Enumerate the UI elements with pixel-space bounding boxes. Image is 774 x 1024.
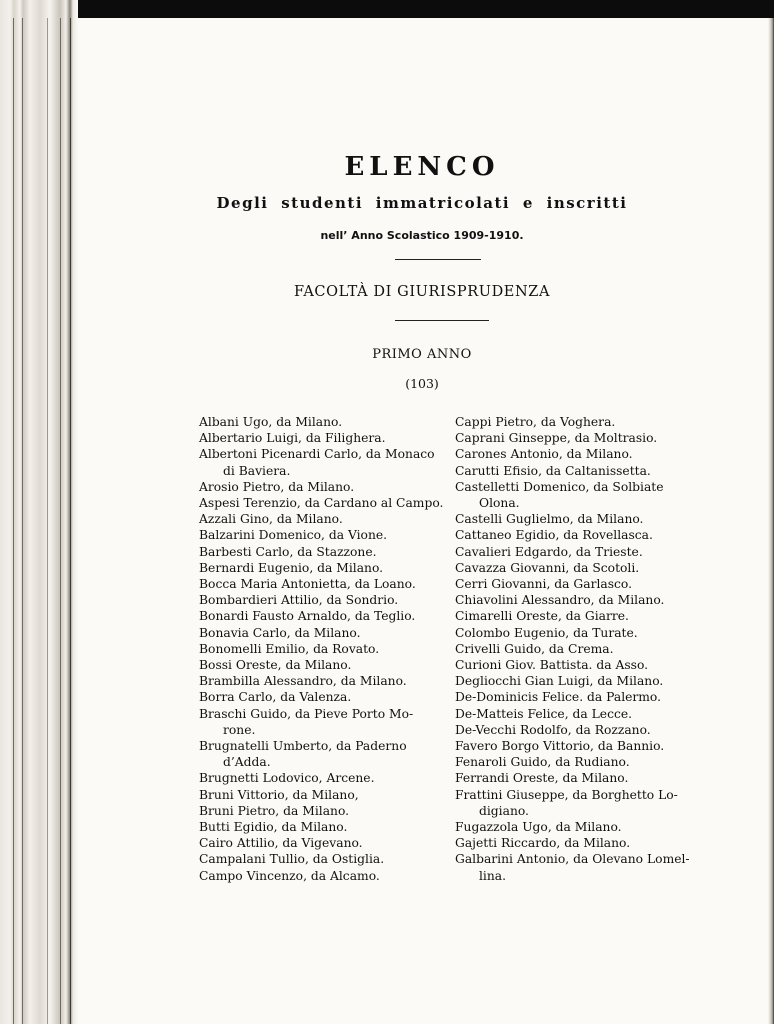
student-entry xyxy=(199,819,437,835)
student-entry xyxy=(199,868,437,884)
student-entry-text: Cairo Attilio, da Vigevano. xyxy=(199,836,363,851)
student-entry-text: Campalani Tullio, da Ostiglia. xyxy=(199,852,385,867)
student-entry xyxy=(199,608,437,624)
binding-line xyxy=(22,18,23,1024)
page-binding-edge xyxy=(0,0,78,1024)
student-entry xyxy=(455,787,695,819)
student-entry-text: De-Dominicis Felice. da Palermo. xyxy=(455,690,662,705)
student-entry-continuation: d’Adda. xyxy=(223,755,271,770)
binding-line xyxy=(60,18,61,1024)
student-entry xyxy=(199,430,437,446)
student-entry-continuation: di Baviera. xyxy=(223,463,291,478)
student-entry-text: Bossi Oreste, da Milano. xyxy=(199,658,352,673)
student-entry xyxy=(455,641,695,657)
student-entry xyxy=(455,414,695,430)
student-entry-text: De-Matteis Felice, da Lecce. xyxy=(455,706,633,721)
student-entry-text: Cavazza Giovanni, da Scotoli. xyxy=(455,560,640,575)
faculty-heading: FACOLTÀ DI GIURISPRUDENZA xyxy=(293,284,551,300)
student-entry xyxy=(455,722,695,738)
student-entry-text: De-Vecchi Rodolfo, da Rozzano. xyxy=(455,722,651,737)
student-entry xyxy=(199,706,437,738)
student-entry xyxy=(455,738,695,754)
student-entry-text: Frattini Giuseppe, da Borghetto Lo- xyxy=(455,787,678,802)
student-entry xyxy=(455,851,695,883)
student-entry-text: Albertoni Picenardi Carlo, da Monaco xyxy=(199,447,435,462)
student-entry-text: Bonomelli Emilio, da Rovato. xyxy=(199,641,380,656)
document-title: ELENCO xyxy=(344,152,500,182)
student-entry xyxy=(199,689,437,705)
student-entry xyxy=(199,527,437,543)
student-entry xyxy=(199,592,437,608)
divider-rule xyxy=(395,320,489,321)
student-list-right-column xyxy=(455,414,695,884)
student-entry xyxy=(455,706,695,722)
student-entry xyxy=(455,657,695,673)
student-entry xyxy=(455,819,695,835)
student-entry-text: Albani Ugo, da Milano. xyxy=(199,415,343,429)
student-entry xyxy=(455,560,695,576)
student-entry xyxy=(199,479,437,495)
student-entry-text: Cattaneo Egidio, da Rovellasca. xyxy=(455,528,653,543)
student-entry-text: Chiavolini Alessandro, da Milano. xyxy=(455,593,665,608)
binding-line xyxy=(47,18,48,1024)
student-entry-text: Arosio Pietro, da Milano. xyxy=(199,479,355,494)
student-entry-text: Bruni Pietro, da Milano. xyxy=(199,803,350,818)
student-entry-text: Bonavia Carlo, da Milano. xyxy=(199,625,361,640)
student-entry xyxy=(455,463,695,479)
student-entry-continuation: Olona. xyxy=(479,496,520,511)
student-entry-text: Bombardieri Attilio, da Sondrio. xyxy=(199,593,399,608)
student-entry-text: Bocca Maria Antonietta, da Loano. xyxy=(199,577,416,592)
student-entry-text: Colombo Eugenio, da Turate. xyxy=(455,625,638,640)
student-entry-text: Castelli Guglielmo, da Milano. xyxy=(455,512,644,527)
student-entry xyxy=(199,511,437,527)
student-entry xyxy=(199,576,437,592)
student-entry xyxy=(455,689,695,705)
student-entry xyxy=(199,560,437,576)
student-entry xyxy=(455,770,695,786)
student-entry-text: Campo Vincenzo, da Alcamo. xyxy=(199,868,380,883)
student-entry xyxy=(455,835,695,851)
student-entry xyxy=(199,446,437,478)
student-entry xyxy=(199,414,437,430)
student-entry-text: Cerri Giovanni, da Garlasco. xyxy=(455,577,633,592)
student-entry-text: Aspesi Terenzio, da Cardano al Campo. xyxy=(199,496,444,511)
student-entry-text: Bruni Vittorio, da Milano, xyxy=(199,787,359,802)
student-entry xyxy=(455,544,695,560)
student-entry-text: Albertario Luigi, da Filighera. xyxy=(199,431,386,446)
student-entry xyxy=(199,787,437,803)
scan-top-border xyxy=(0,0,774,18)
student-entry xyxy=(455,754,695,770)
student-entry-text: Castelletti Domenico, da Solbiate xyxy=(455,479,664,494)
student-entry xyxy=(199,738,437,770)
student-entry-text: Brugnetti Lodovico, Arcene. xyxy=(199,771,375,786)
student-entry-text: Cappi Pietro, da Voghera. xyxy=(455,415,616,429)
student-entry-continuation: rone. xyxy=(223,722,256,737)
student-entry-text: Brugnatelli Umberto, da Paderno xyxy=(199,739,407,754)
student-entry-text: Barbesti Carlo, da Stazzone. xyxy=(199,544,377,559)
year-heading: PRIMO ANNO xyxy=(372,347,472,362)
student-entry-text: Cimarelli Oreste, da Giarre. xyxy=(455,609,629,624)
student-list-left-column xyxy=(199,414,444,884)
student-entry xyxy=(199,803,437,819)
student-entry-text: Ferrandi Oreste, da Milano. xyxy=(455,771,629,786)
student-entry xyxy=(455,576,695,592)
binding-line xyxy=(13,18,14,1024)
student-entry-text: Galbarini Antonio, da Olevano Lomel- xyxy=(455,852,690,867)
student-entry xyxy=(199,673,437,689)
student-entry xyxy=(199,835,437,851)
student-entry-text: Crivelli Guido, da Crema. xyxy=(455,641,614,656)
student-entry-text: Curioni Giov. Battista. da Asso. xyxy=(455,658,649,673)
student-entry-text: Carones Antonio, da Milano. xyxy=(455,447,633,462)
student-entry xyxy=(199,495,444,511)
student-entry xyxy=(199,770,437,786)
student-entry-continuation: lina. xyxy=(479,868,507,883)
student-entry-text: Bonardi Fausto Arnaldo, da Teglio. xyxy=(199,609,416,624)
student-entry-text: Degliocchi Gian Luigi, da Milano. xyxy=(455,674,664,689)
student-entry xyxy=(199,544,437,560)
student-entry xyxy=(455,673,695,689)
student-entry-text: Brambilla Alessandro, da Milano. xyxy=(199,674,407,689)
student-entry-text: Favero Borgo Vittorio, da Bannio. xyxy=(455,739,665,754)
student-entry-text: Bernardi Eugenio, da Milano. xyxy=(199,560,384,575)
divider-rule xyxy=(395,259,481,260)
student-entry-text: Balzarini Domenico, da Vione. xyxy=(199,528,388,543)
academic-year-line: nell’ Anno Scolastico 1909-1910. xyxy=(320,229,524,242)
student-entry-text: Borra Carlo, da Valenza. xyxy=(199,690,352,705)
student-entry xyxy=(455,430,695,446)
student-entry xyxy=(455,608,695,624)
student-entry xyxy=(199,625,437,641)
student-entry xyxy=(455,592,695,608)
student-entry-text: Carutti Efisio, da Caltanissetta. xyxy=(455,463,651,478)
student-entry xyxy=(455,511,695,527)
student-entry xyxy=(199,657,437,673)
student-entry xyxy=(455,527,695,543)
student-entry xyxy=(455,446,695,462)
student-entry xyxy=(455,479,695,511)
student-entry xyxy=(455,625,695,641)
student-entry-text: Braschi Guido, da Pieve Porto Mo- xyxy=(199,706,414,721)
student-count: (103) xyxy=(405,376,439,391)
document-subtitle: Degli studenti immatricolati e inscritti xyxy=(216,194,628,212)
student-entry-text: Azzali Gino, da Milano. xyxy=(199,512,343,527)
student-entry-text: Fenaroli Guido, da Rudiano. xyxy=(455,755,630,770)
student-entry xyxy=(199,641,437,657)
student-entry-text: Gajetti Riccardo, da Milano. xyxy=(455,836,631,851)
student-entry-continuation: digiano. xyxy=(479,803,529,818)
student-entry xyxy=(199,851,437,867)
student-entry-text: Butti Egidio, da Milano. xyxy=(199,820,348,835)
student-entry-text: Cavalieri Edgardo, da Trieste. xyxy=(455,544,643,559)
student-entry-text: Caprani Ginseppe, da Moltrasio. xyxy=(455,431,658,446)
student-entry-text: Fugazzola Ugo, da Milano. xyxy=(455,820,622,835)
